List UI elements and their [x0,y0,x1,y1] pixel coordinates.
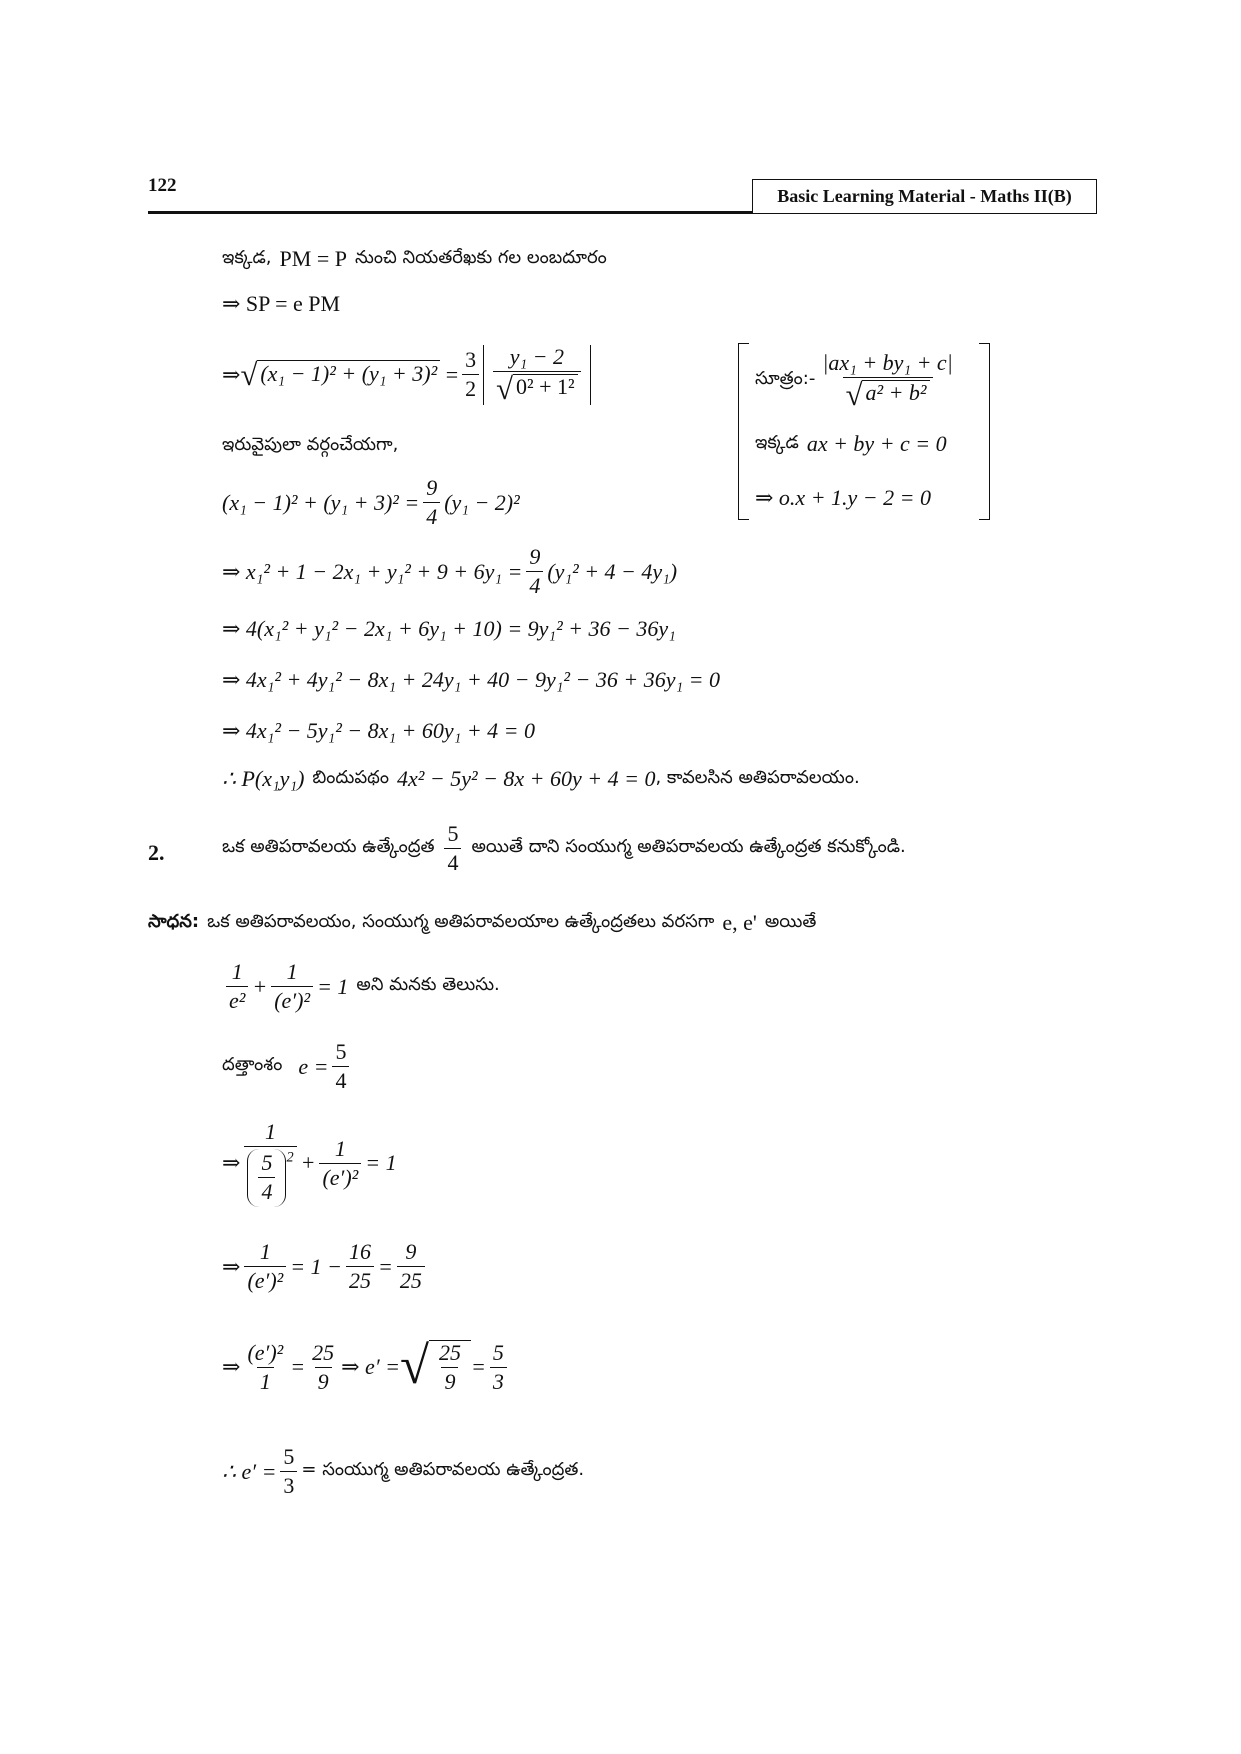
pm-def: PM = P [279,246,347,271]
formula-line-eq: ఇక్కడ ax + by + c = 0 [755,431,947,456]
known-identity: $\frac{1}{\text{e²}}$ + $\frac{1}{\text{(e′)²}}$ = 1 అని మనకు తెలుసు. [222,960,500,1013]
solution-intro: సాధన: ఒక అతిపరావలయం, సంయుగ్మ అతిపరావలయాల ఉత్కేంద్రతలు వరసగా e, e' అయితే [148,910,817,935]
page-number: 122 [148,175,177,196]
formula-distance: సూత్రం:- |ax₁ + by₁ + c| √ a² + b² [755,350,953,413]
pm-definition-line [222,246,607,272]
ikkada-word: ఇక్కడ, [222,246,272,268]
step-1-equation: ⇒ √ (x₁ − 1)² + (y₁ + 3)² = $\frac{3}{2}$ y₁ − 2 √ 0² + 1² [222,345,591,405]
question-number: 2. [148,840,165,865]
pm-def-text: నుంచి నియతరేఖకు గల లంబదూరం [355,246,607,268]
formula-box [738,343,990,520]
header-rule [148,211,752,214]
running-header: Basic Learning Material - Maths II(B) [752,179,1097,214]
step-4-equation: ⇒ 4(x₁² + y₁² − 2x₁ + 6y₁ + 10) = 9y₁² + 36 − 36y₁ [222,616,676,641]
formula-impl: ⇒ o.x + 1.y − 2 = 0 [755,485,931,510]
final-answer: ∴ e′ = $\frac{5}{3}$ = సంయుగ్మ అతిపరావలయ ఉత్కేంద్రత. [222,1444,585,1499]
eccentricity-equation: ⇒ $\frac{\text{(e′)²}}{1}$ = $\frac{25}{9}$ ⇒ e′ = √ $\frac{25}{9}$ = $\frac{5}{3}$ [222,1340,511,1394]
substitution-equation: ⇒ 1 $\frac{5}{4}$ $^2$ + $\frac{1}{\text{(e′)²}}$ = 1 [222,1120,397,1207]
step-7-conclusion: ∴ P(x₁y₁) బిందుపథం 4x² − 5y² − 8x + 60y + 4 = 0 , కావలసిన అతిపరావలయం. [222,766,860,791]
step-1-sqrt: √ (x₁ − 1)² + (y₁ + 3)² [240,360,440,391]
question-text: ఒక అతిపరావలయ ఉత్కేంద్రత $\frac{5}{4}$ అయితే దాని సంయుగ్మ అతిపరావలయ ఉత్కేంద్రత కనుక్కోండి. [222,821,906,876]
step-5-equation: ⇒ 4x₁² + 4y₁² − 8x₁ + 24y₁ + 40 − 9y₁² − 36 + 36y₁ = 0 [222,667,720,692]
reciprocal-equation: ⇒ $\frac{1}{\text{(e′)²}}$ = 1 − $\frac{16}{25}$ = $\frac{9}{25}$ [222,1240,429,1293]
sp-equation: ⇒ SP = e PM [222,291,341,316]
step-2-equation: (x₁ − 1)² + (y₁ + 3)² = $\frac{9}{4}$ (y₁ − 2)² [222,475,520,530]
given-value: దత్తాంశం e = $\frac{5}{4}$ [222,1040,353,1093]
squaring-text: ఇరువైపులా వర్గంచేయగా, [222,434,399,455]
step-3-equation: ⇒ x₁² + 1 − 2x₁ + y₁² + 9 + 6y₁ = $\frac{9}{4}$ (y₁² + 4 − 4y₁) [222,544,678,599]
step-6-equation: ⇒ 4x₁² − 5y₁² − 8x₁ + 60y₁ + 4 = 0 [222,718,536,743]
step-1-abs: y₁ − 2 √ 0² + 1² [483,345,591,405]
